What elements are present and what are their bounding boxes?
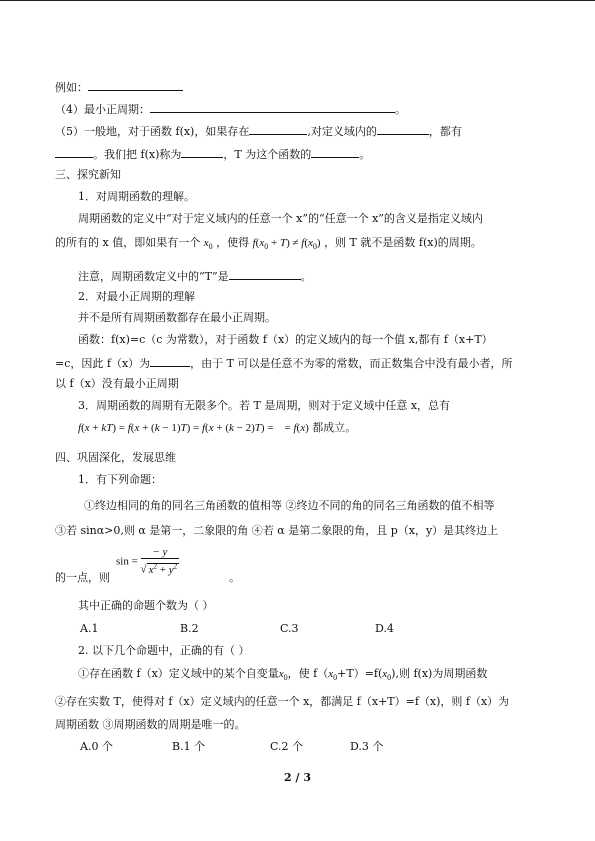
answer-blank[interactable] [229,268,301,280]
answer-blank[interactable] [88,79,183,91]
section-4-heading: 四、巩固深化，发展思维 [55,451,176,464]
option-c[interactable]: C.3 [280,622,299,635]
question-2-statement: ①存在函数 f（x）定义域中的某个自变量$x_0$，使 $f(x_0+T)=f(x_0)$,则 f(x)为周期函数 [78,667,488,683]
example-line: 例如： [55,79,183,95]
item-4-line: （4）最小正周期： 。 [55,103,406,116]
paragraph: 并不是所有周期函数都存在最小正周期。 [78,311,276,324]
formula-chain: f(x + kT) = f(x + (k − 1)T) = f(x + (k − 2)T) = = f(x) [78,422,309,434]
answer-blank[interactable] [150,101,395,113]
subsection-2: 2．对最小正周期的理解 [78,290,195,303]
question-2-statement: ②存在实数 T，使得对 f（x）定义域内的任意一个 x，都满足 f（x+T）=f（x)，则 f（x）为 [55,695,510,708]
option-d[interactable]: D.3 个 [350,740,384,753]
section-3-heading: 三、探究新知 [55,168,121,181]
subsection-3: 3．周期函数的周期有无限多个。若 T 是周期，则对于定义域中任意 x，总有 [78,399,451,412]
question-1-prompt: 其中正确的命题个数为（ ） [78,599,214,612]
question-1-statement: 的一点，则 。 [55,571,240,584]
page-number: 2 / 3 [284,771,311,784]
paragraph: 的所有的 x 值，即如果有一个 $x_0$ ，使得 $f(x_0 + T) \ne f(x_0)$ ，则 T 就不是函数 f(x)的周期。 [55,236,482,252]
item-5-line: （5）一般地，对于函数 f(x)，如果存在 ,对定义域内的 ，都有 [55,125,462,138]
answer-blank[interactable] [150,355,190,367]
paragraph: 以 f（x）没有最小正周期 [55,377,179,390]
question-1-statement: ③若 sinα>0,则 α 是第一，二象限的角 ④若 α 是第二象限的角，且 p（x，y）是其终边上 [55,524,499,537]
answer-blank[interactable] [311,146,359,158]
formula-x0: $x_0$ [203,237,213,252]
formula-x0: $x_0$ [328,668,338,683]
question-1-statement: ①终边相同的角的同名三角函数的值相等 ②终边不同的角的同名三角函数的值不相等 [84,499,495,512]
formula-sin: sin = $\frac{- y}{√ x^2 + y^2}$ [116,546,178,576]
option-c[interactable]: C.2 个 [270,740,304,753]
periodicity-equation: f(x + kT) = f(x + (k − 1)T) = f(x + (k − 2)T) = = f(x) 都成立。 [78,421,357,434]
formula-x0: $x_0$ [382,668,392,683]
answer-blank[interactable] [249,123,307,135]
formula-x0: $x_0$ [278,668,288,683]
option-b[interactable]: B.1 个 [172,740,206,753]
note-line: 注意，周期函数定义中的“T”是 。 [78,270,312,283]
item-5-line-2: 。我们把 f(x)称为 ，T 为这个函数的 。 [55,146,370,162]
formula-inequality: $f(x_0 + T) \ne f(x_0)$ [252,237,321,252]
paragraph: 周期函数的定义中“对于定义域内的任意一个 x”的“任意一个 x”的含义是指定义域内 [78,212,483,225]
question-1: 1．有下列命题： [78,473,162,486]
option-d[interactable]: D.4 [375,622,394,635]
question-2-statement: 周期函数 ③周期函数的周期是唯一的。 [55,718,246,731]
subsection-1: 1．对周期函数的理解。 [78,190,195,203]
option-a[interactable]: A.0 个 [80,740,113,753]
paragraph: 函数：f(x)=c（c 为常数），对于函数 f（x）的定义域内的每一个值 x,都有 f（x+T） [78,333,493,346]
answer-blank[interactable] [55,146,93,158]
answer-blank[interactable] [377,123,429,135]
answer-blank[interactable] [181,146,223,158]
question-2: 2. 以下几个命题中，正确的有（ ） [78,644,250,657]
option-b[interactable]: B.2 [180,622,199,635]
paragraph: =c，因此 f（x）为 ，由于 T 可以是任意不为零的常数，而正数集合中没有最小者，所 [55,357,513,370]
option-a[interactable]: A.1 [80,622,99,635]
